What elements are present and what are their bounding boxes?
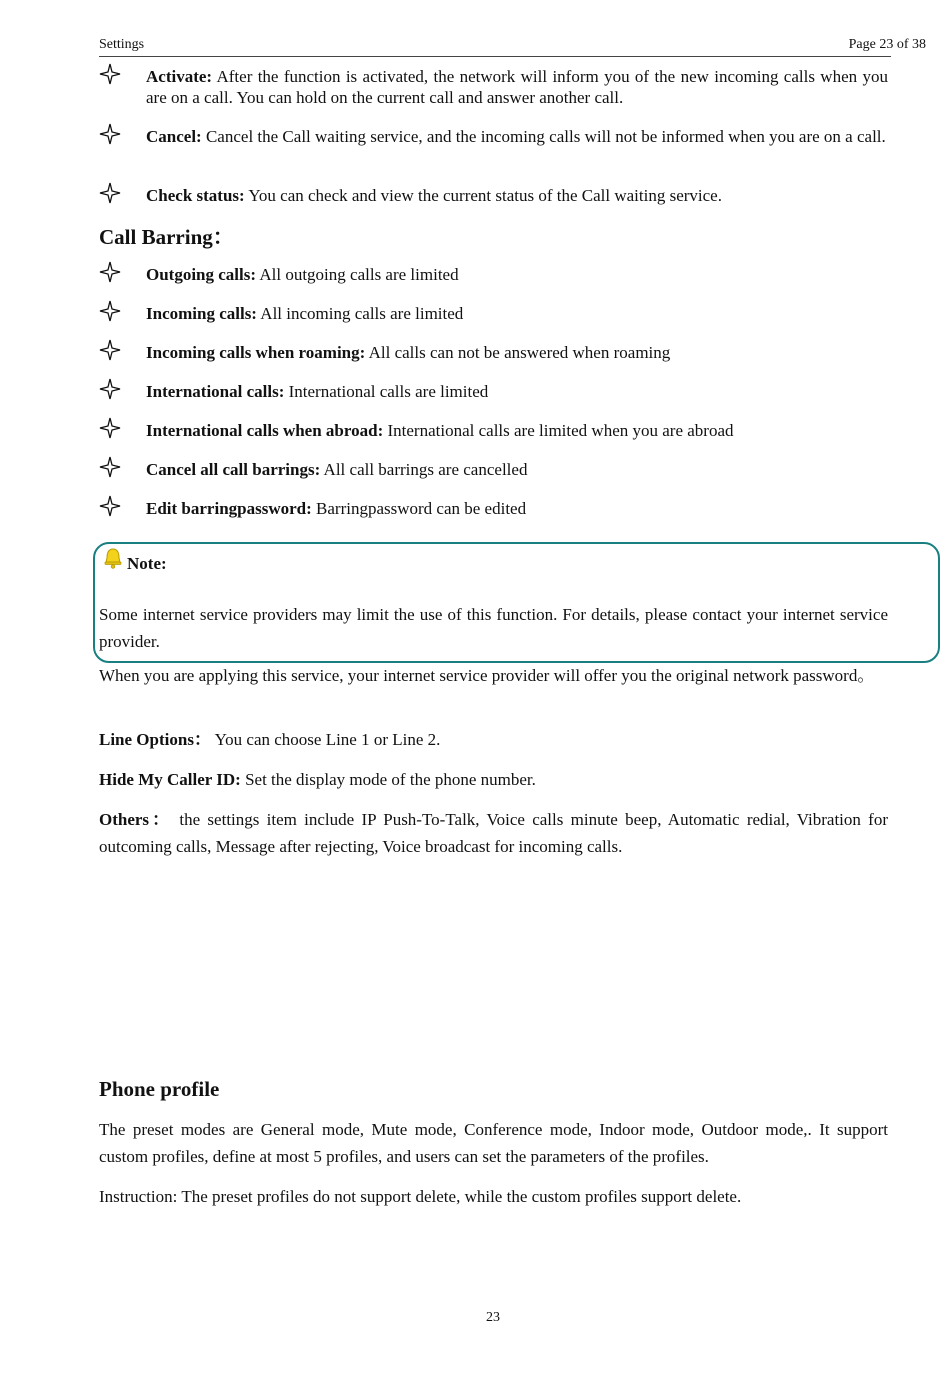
paragraph-line-options: [99, 726, 888, 753]
paragraph-phone-profile-instruction: Instruction: The preset profiles do not support delete, while the custom profiles support delete.: [99, 1187, 742, 1206]
term-hide-caller-id: Hide My Caller ID:: [99, 770, 241, 789]
item-text: All call barrings are cancelled: [320, 460, 528, 479]
item-term: International calls when abroad:: [146, 421, 384, 440]
bell-icon: [103, 547, 123, 569]
text-line-options: You can choose Line 1 or Line 2.: [210, 730, 441, 749]
list-item: [99, 185, 888, 206]
paragraph-phone-profile-modes: The preset modes are General mode, Mute mode, Conference mode, Indoor mode, Outdoor mode,. It support custom profiles, define at most 5 profiles, and users can set the parameters of the profiles.: [99, 1120, 888, 1166]
term-others: Others：: [99, 810, 173, 829]
list-item: [99, 381, 888, 402]
header-section-title: Settings: [99, 37, 145, 52]
term-line-options: Line Options：: [99, 730, 211, 749]
item-text: All outgoing calls are limited: [256, 265, 459, 284]
note-text: Some internet service providers may limit the use of this function. For details, please contact your internet service provider.: [99, 605, 888, 651]
item-term: Outgoing calls:: [146, 265, 257, 284]
item-term: Incoming calls when roaming:: [146, 343, 366, 362]
item-text: International calls are limited: [284, 382, 489, 401]
header-divider: [99, 56, 891, 57]
list-item: [99, 342, 888, 363]
item-text: International calls are limited when you are abroad: [383, 421, 734, 440]
item-text: Cancel the Call waiting service, and the incoming calls will not be informed when you are on a call.: [201, 127, 886, 146]
list-item: [99, 264, 888, 285]
four-point-star-icon: [99, 300, 121, 322]
page-number: 23: [486, 1310, 500, 1325]
item-text: After the function is activated, the network will inform you of the new incoming calls when you are on a call. You can hold on the current call and answer another call.: [146, 67, 888, 107]
section-heading-call-barring: Call Barring：: [99, 225, 234, 249]
four-point-star-icon: [99, 495, 121, 517]
four-point-star-icon: [99, 261, 121, 283]
item-term: Cancel:: [146, 127, 202, 146]
four-point-star-icon: [99, 378, 121, 400]
item-term: Cancel all call barrings:: [146, 460, 321, 479]
list-item: [99, 498, 888, 519]
item-text: You can check and view the current status of the Call waiting service.: [244, 186, 722, 205]
item-term: Incoming calls:: [146, 304, 257, 323]
list-item: [99, 459, 888, 480]
four-point-star-icon: [99, 339, 121, 361]
header-page-label: Page 23 of 38: [848, 37, 926, 52]
item-term: Edit barringpassword:: [146, 499, 312, 518]
paragraph-hide-caller-id: [99, 766, 888, 793]
section-heading-phone-profile: Phone profile: [99, 1077, 220, 1101]
list-item: [99, 420, 888, 441]
note-title: Note:: [127, 554, 167, 573]
four-point-star-icon: [99, 417, 121, 439]
item-term: Check status:: [146, 186, 245, 205]
paragraph-others: [99, 806, 888, 860]
item-text: All incoming calls are limited: [256, 304, 464, 323]
four-point-star-icon: [99, 456, 121, 478]
list-item: [99, 303, 888, 324]
item-text: Barringpassword can be edited: [311, 499, 527, 518]
item-term: International calls:: [146, 382, 285, 401]
list-item: [99, 126, 888, 147]
list-item: [99, 66, 888, 108]
four-point-star-icon: [99, 63, 121, 85]
four-point-star-icon: [99, 182, 121, 204]
item-term: Activate:: [146, 67, 213, 86]
four-point-star-icon: [99, 123, 121, 145]
paragraph-password: When you are applying this service, your internet service provider will offer you the original network password。: [99, 666, 875, 685]
text-hide-caller-id: Set the display mode of the phone number.: [240, 770, 536, 789]
text-others: the settings item include IP Push-To-Talk, Voice calls minute beep, Automatic redial, Vibration for outcoming calls, Message after rejecting, Voice broadcast for incoming calls.: [99, 810, 888, 856]
item-text: All calls can not be answered when roaming: [365, 343, 671, 362]
